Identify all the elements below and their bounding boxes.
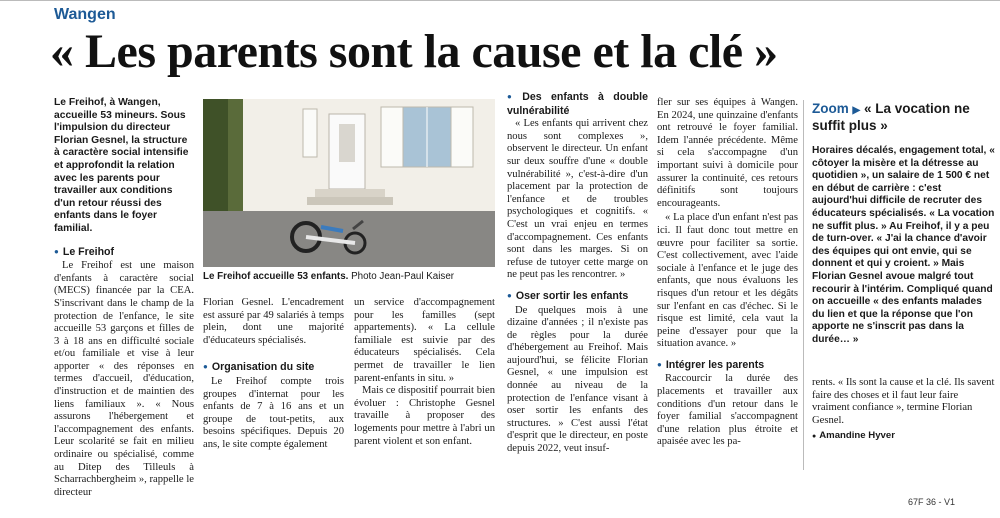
subhead-integrer-parents: ● Intégrer les parents (657, 359, 798, 373)
column-5 (657, 97, 798, 449)
column-2 (203, 297, 344, 452)
page-folio: 67F 36 - V1 (908, 497, 956, 507)
subhead-double-vulnerabilite: ● Des enfants à double vulnérabilité (507, 91, 648, 117)
col1-text: Le Freihof est une maison d'enfants à caractère social (MECS) financée par la CEA. S'inscrivant dans le champ de la protection de l'enfance, le site accueille 53 garçons et filles de 3 à 18 ans en difficulté sociale et/ou familiale et vise à leur apporter « des réponses en termes d'accueil, d'éducation, d'instruction et de maintien des liens familiaux ». « Nous assurons l'hébergement et l'accompagnement des enfants. Leur scolarité se fait en milieu ordinaire ou spécialisé, comme au Ditep des Tilleuls à Scharrachbergheim », rappelle le directeur (54, 260, 194, 498)
col2-text-2: Le Freihof compte trois groupes d'internat pour les enfants de 7 à 16 ans et un groupe de tout-petits, aux besoins spécifiques. Depuis 20 ans, le site compte également (203, 375, 344, 450)
column-3 (354, 297, 495, 448)
col4-text-1: « Les enfants qui arrivent chez nous sont complexes », observent le directeur. Un enfant sur deux souffre d'une « double vulnérabilité », c'est-à-dire d'un placement par la protection de l'enfance et de troubles psychologiques et cognitifs. « C'est un vrai enjeu en termes d'accompagnement. Ces enfants sont dans les marges. Si on refuse de tutoyer cette marge on ne peut pas les rencontrer. » (507, 118, 648, 281)
kicker-location: Wangen (54, 6, 116, 23)
author-byline: ● Amandine Hyver (812, 430, 996, 444)
article-photo (203, 99, 495, 267)
zoom-label: Zoom (812, 101, 849, 116)
headline: « Les parents sont la cause et la clé » (50, 25, 778, 78)
column-4 (507, 91, 648, 456)
chapo: Le Freihof, à Wangen, accueille 53 mineurs. Sous l'impulsion du directeur Florian Gesnel, la structure à caractère social intensifie et approfondit la relation avec les parents pour travailler aux conditions d'un retour réussi des enfants dans le foyer familial. (54, 97, 189, 234)
play-triangle-icon: ▶ (852, 105, 861, 116)
col3-text-2: Mais ce dispositif pourrait bien évoluer : Christophe Gesnel travaille à proposer des logements pour mettre à l'abri un parent violent et son enfant. (354, 385, 495, 447)
zoom-conclusion (812, 377, 996, 444)
col5-text-2: « La place d'un enfant n'est pas ici. Il faut donc tout mettre en œuvre pour faciliter sa sortie. C'est collectivement, avec l'aide sociale à l'enfance et le juge des enfants, que nous évaluons les risques d'un retour et les dégâts sur l'enfant en cas d'échec. Si le risque est limité, cela vaut la peine d'essayer pour que la situation avance. » (657, 212, 798, 350)
caption-credit: Photo Jean-Paul Kaiser (351, 271, 455, 282)
zoom-body: Horaires décalés, engagement total, « côtoyer la misère et la détresse au quotidien », un salaire de 1 500 € net en début de carrière : c'est aujourd'hui difficile de recruter des éducateurs spécialisés. « La vocation ne suffit plus. » Au Freihof, il y a peu de turn-over. « J'ai la chance d'avoir des équipes qui ont envie, qui se donnent et qui y croient. » Mais Florian Gesnel avoue malgré tout recourir à l'intérim. Compliqué quand on accueille « des enfants malades du lien et que la réponse que l'on apporte ne s'inscrit pas dans la durée… » (812, 145, 995, 345)
caption-title: Le Freihof accueille 53 enfants. (203, 271, 349, 282)
photo-caption (203, 271, 503, 283)
subhead-oser-sortir: ● Oser sortir les enfants (507, 290, 648, 304)
zoom-heading (812, 101, 997, 133)
col5-text-1: fler sur ses équipes à Wangen. En 2024, une quinzaine d'enfants ont retrouvé le foyer familial. Idem l'année précédente. Même si cela s'accompagne d'un important suivi à domicile pour assurer la continuité, ces retours définitifs sont toujours encourageants. (657, 97, 798, 209)
col4-text-2: De quelques mois à une dizaine d'années ; il n'existe pas de règles pour la durée d'hébergement au Freihof. Mais aujourd'hui, se félicite Florian Gesnel, « une impulsion est donnée au niveau de la protection de l'enfance visant à oser sortir les enfants des structures. » C'est aussi l'état d'esprit que le directeur, en poste depuis 2022, veut insuf- (507, 304, 648, 455)
subhead-le-freihof: ● Le Freihof (54, 246, 194, 260)
col2-text-1: Florian Gesnel. L'encadrement est assuré par 49 salariés à temps plein, dont une majorité d'éducateurs spécialisés. (203, 297, 344, 346)
zoom-title: « La vocation ne suffit plus » (812, 101, 970, 133)
col5-text-3: Raccourcir la durée des placements et travailler aux conditions d'un retour dans le foyer familial s'accompagnent d'une relation plus étroite et apaisée avec les pa- (657, 373, 798, 448)
subhead-organisation: ● Organisation du site (203, 361, 344, 375)
photo-illustration (203, 99, 495, 267)
col3-text-1: un service d'accompagnement pour les familles (sept appartements). « La cellule familiale est suivie par des éducateurs spécialisés. Cela permet de travailler le lien parent-enfants in situ. » (354, 297, 495, 384)
sidebar-divider (803, 100, 804, 470)
top-rule (0, 0, 1000, 5)
column-1 (54, 97, 194, 499)
zoom-tail-text: rents. « Ils sont la cause et la clé. Ils savent faire des choses et il faut leur faire vraiment confiance », termine Florian Gesnel. (812, 377, 995, 426)
